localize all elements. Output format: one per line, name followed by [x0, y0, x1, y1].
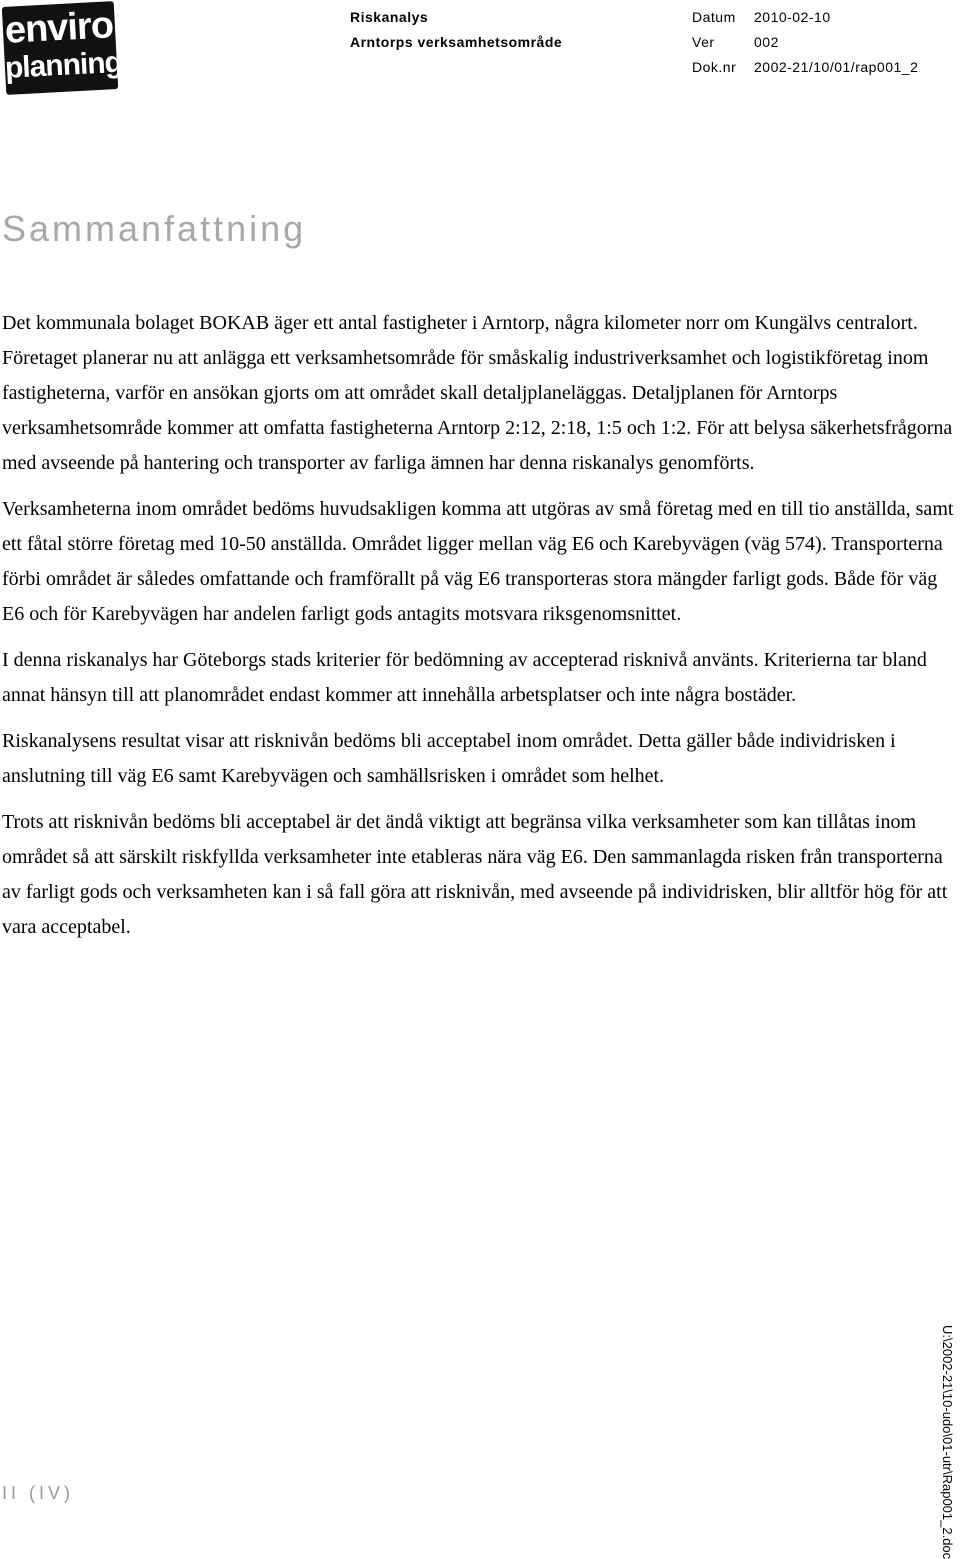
paragraph-3: I denna riskanalys har Göteborgs stads kriterier för bedömning av accepterad risknivå använts. Kriterierna tar bland annat hänsyn till att planområdet endast kommer att innehålla arbetsplatser och inte några bostäder. — [2, 649, 927, 706]
header-doc-type: Riskanalys — [350, 9, 429, 25]
page-number: II (IV) — [2, 1483, 74, 1503]
file-path: U:\2002-21\10-udo\01-utr\Rap001_2.doc — [940, 1325, 955, 1559]
header-doknr-value: 2002-21/10/01/rap001_2 — [754, 59, 919, 75]
paragraph-4: Riskanalysens resultat visar att risknivån bedöms bli acceptabel inom området. Detta gäller både individrisken i anslutning till väg E6 samt Karebyvägen och samhällsrisken i området som helhet. — [2, 730, 896, 787]
header-ver-value: 002 — [754, 34, 779, 50]
paragraph-5: Trots att risknivån bedöms bli acceptabel är det ändå viktigt att begränsa vilka verksamheter som kan tillåtas inom området så att särskilt riskfyllda verksamheter inte etableras nära väg E6. Den sammanlagda risken från transporterna av farligt gods och verksamheten kan i så fall göra att risknivån, med avseende på individrisken, blir alltför hög för att vara acceptabel. — [2, 811, 948, 938]
summary-body — [2, 306, 957, 956]
header-datum-value: 2010-02-10 — [754, 9, 831, 25]
header-datum-label: Datum — [692, 9, 736, 25]
paragraph-1: Det kommunala bolaget BOKAB äger ett antal fastigheter i Arntorp, några kilometer norr om Kungälvs centralort. Företaget planerar nu att anlägga ett verksamhetsområde för småskalig industriverksamhet och logistikföretag inom fastigheterna, varför en ansökan gjorts om att området skall detaljplaneläggas. Detaljplanen för Arntorps verksamhetsområde kommer att omfatta fastigheterna Arntorp 2:12, 2:18, 1:5 och 1:2. För att belysa säkerhetsfrågorna med avseende på hantering och transporter av farliga ämnen har denna riskanalys genomförts. — [2, 312, 953, 474]
logo-text-enviro: enviro — [3, 4, 114, 52]
header-doknr-label: Dok.nr — [692, 59, 737, 75]
header-ver-label: Ver — [692, 34, 715, 50]
logo-text-planning: planning — [4, 45, 123, 85]
header-project: Arntorps verksamhetsområde — [350, 34, 563, 50]
paragraph-2: Verksamheterna inom området bedöms huvudsakligen komma att utgöras av små företag med en till tio anställda, samt ett fåtal större företag med 10-50 anställda. Området ligger mellan väg E6 och Karebyvägen (väg 574). Transporterna förbi området är således omfattande och framförallt på väg E6 transporteras stora mängder farligt gods. Både för väg E6 och för Karebyvägen har andelen farligt gods antagits motsvara riksgenomsnittet. — [2, 498, 954, 625]
page-title: Sammanfattning — [2, 208, 307, 249]
enviroplanning-logo — [2, 1, 123, 95]
